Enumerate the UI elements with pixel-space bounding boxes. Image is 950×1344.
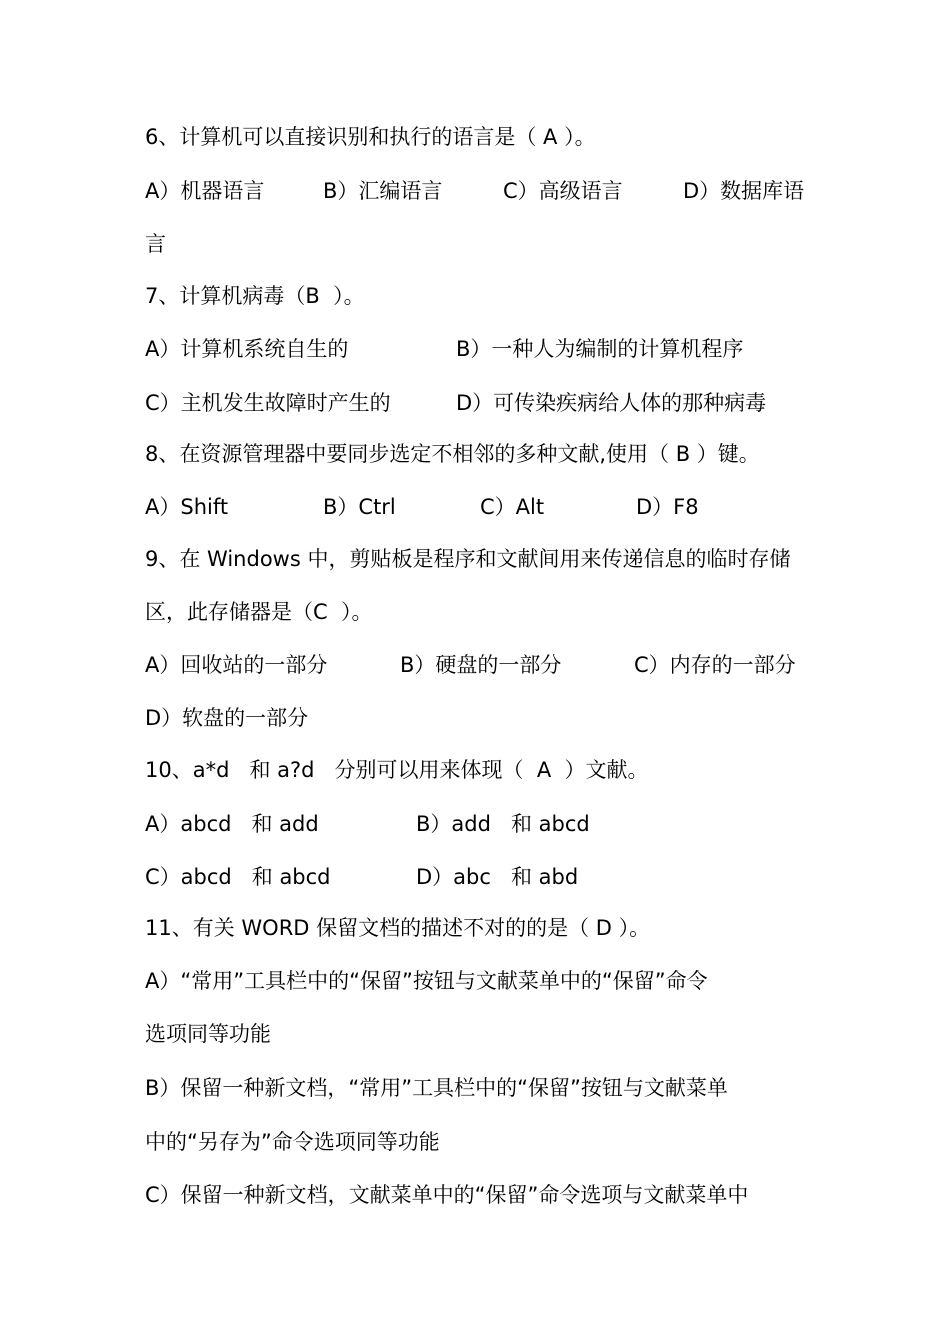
q6-option-c: C）高级语言 [503,179,623,203]
q8-option-b: B）Ctrl [323,495,396,519]
q9-option-d: D）软盘的一部分 [145,706,309,730]
q7-option-c: C）主机发生故障时产生的 [145,391,391,415]
q7-option-b: B）一种人为编制的计算机程序 [456,337,744,361]
q6-stem: 6、计算机可以直接识别和执行的语言是（ A ）。 [145,125,596,149]
q11-option-a-line-1: A）“常用”工具栏中的“保留”按钮与文献菜单中的“保留”命令 [145,969,708,993]
q8-option-c: C）Alt [480,495,545,519]
q11-option-c-line-1: C）保留一种新文档，文献菜单中的“保留”命令选项与文献菜单中 [145,1183,749,1207]
q9-option-a: A）回收站的一部分 [145,653,328,677]
q6-option-b: B）汇编语言 [323,179,443,203]
q11-option-b-line-2: 中的“另存为”命令选项同等功能 [145,1130,440,1154]
q10-stem: 10、a*d 和 a?d 分别可以用来体现（ A ）文献。 [145,758,649,782]
q6-option-a: A）机器语言 [145,179,265,203]
q10-option-c: C）abcd 和 abcd [145,865,331,889]
q6-option-d: D）数据库语 [683,179,805,203]
q7-option-a: A）计算机系统自生的 [145,337,349,361]
q6-option-d-wrap: 言 [145,232,166,256]
q9-stem-line-1: 9、在 Windows 中，剪贴板是程序和文献间用来传递信息的临时存储 [145,547,791,571]
q8-option-a: A）Shift [145,495,229,519]
q10-option-d: D）abc 和 abd [416,865,579,889]
q7-option-d: D）可传染疾病给人体的那种病毒 [456,391,767,415]
q8-stem: 8、在资源管理器中要同步选定不相邻的多种文献,使用（ B ）键。 [145,442,760,466]
q11-option-a-line-2: 选项同等功能 [145,1022,271,1046]
q11-option-b-line-1: B）保留一种新文档，“常用”工具栏中的“保留”按钮与文献菜单 [145,1076,728,1100]
q7-stem: 7、计算机病毒（B ）。 [145,284,365,308]
q10-option-a: A）abcd 和 add [145,812,319,836]
q9-stem-line-2: 区，此存储器是（C ）。 [145,600,373,624]
q10-option-b: B）add 和 abcd [416,812,590,836]
q9-option-b: B）硬盘的一部分 [400,653,562,677]
q8-option-d: D）F8 [636,495,699,519]
q9-option-c: C）内存的一部分 [634,653,796,677]
q11-stem: 11、有关 WORD 保留文档的描述不对的的是（ D ）。 [145,916,651,940]
